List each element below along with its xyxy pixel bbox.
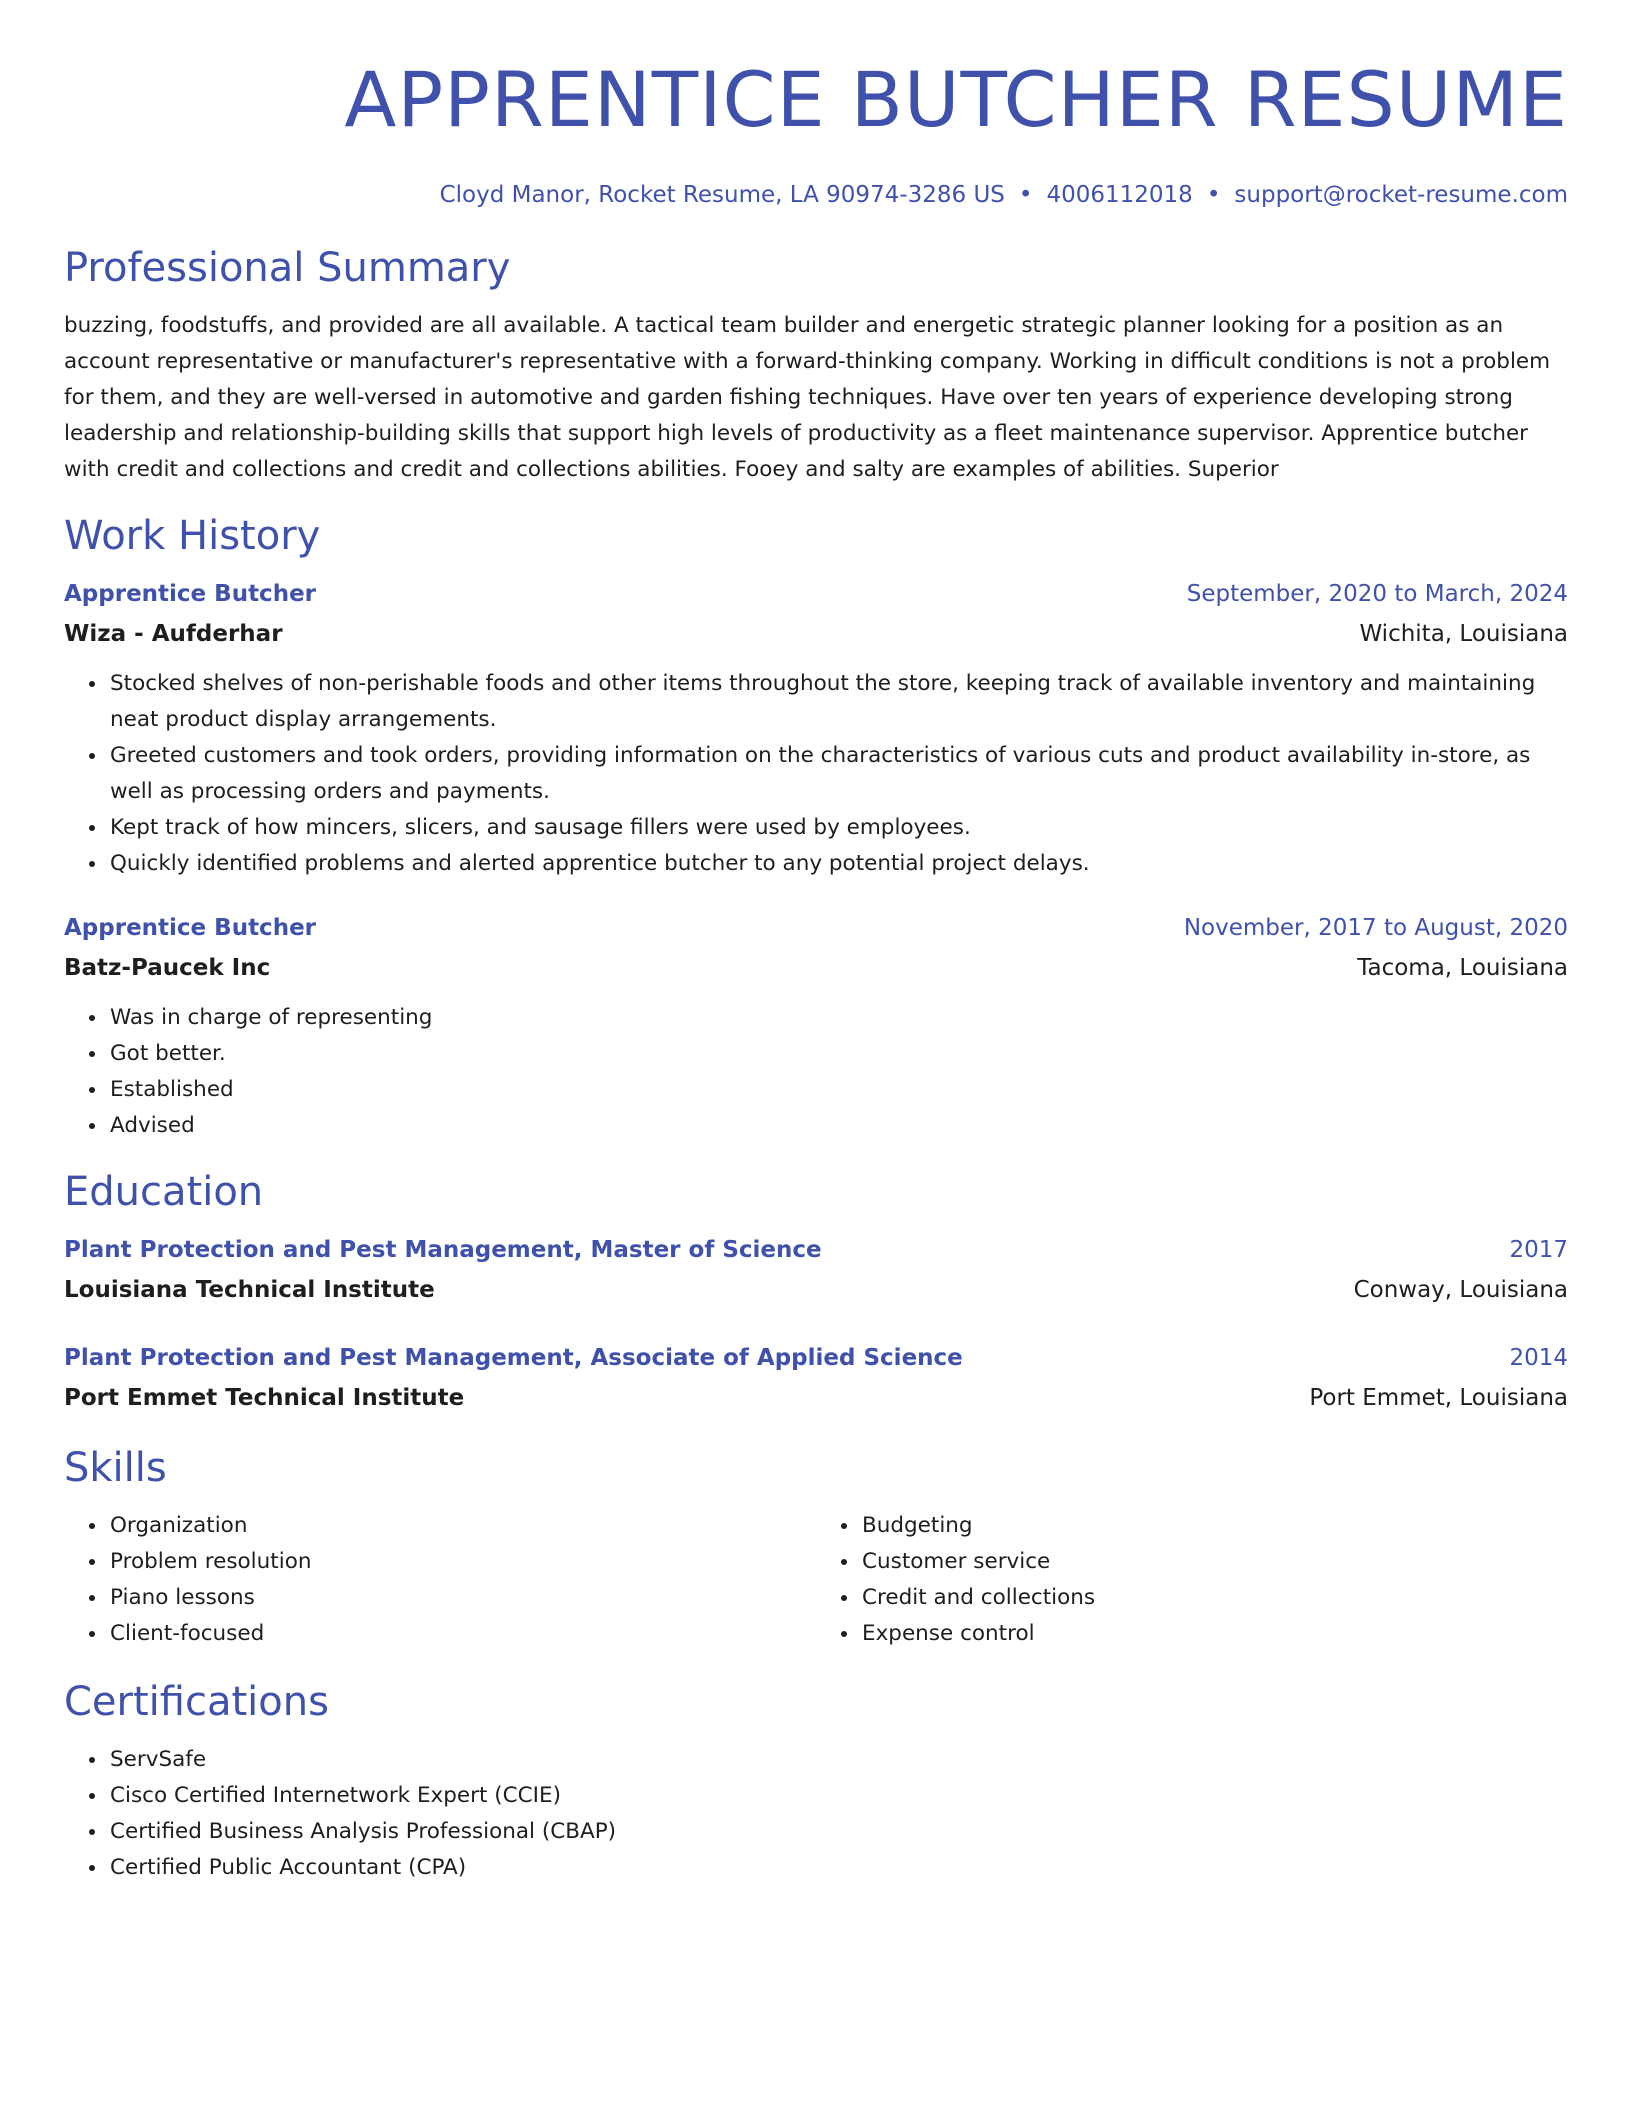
- section-heading-education: Education: [64, 1169, 264, 1215]
- job-location: Tacoma, Louisiana: [1357, 955, 1568, 981]
- section-heading-summary: Professional Summary: [64, 245, 511, 291]
- job-title: Apprentice Butcher: [64, 581, 317, 607]
- job-title-row: [64, 908, 1568, 948]
- education-entry: [64, 1230, 1568, 1310]
- skills-list-left: [64, 1508, 816, 1652]
- work-history-section: [64, 510, 1568, 1144]
- job-company-row: [64, 948, 1568, 988]
- list-item: • ServSafe: [108, 1742, 1568, 1778]
- list-item: • Stocked shelves of non-perishable foods and other items throughout the store, keeping track of available inventory and maintaining neat product display arrangements.: [108, 666, 1568, 738]
- certifications-list: [64, 1742, 1568, 1886]
- section-heading-certifications: Certifications: [64, 1679, 329, 1725]
- job-entry: [64, 908, 1568, 1144]
- list-item: • Cisco Certified Internetwork Expert (CCIE): [108, 1778, 1568, 1814]
- list-item: • Certified Public Accountant (CPA): [108, 1850, 1568, 1886]
- job-dates: November, 2017 to August, 2020: [1183, 915, 1568, 941]
- job-location: Wichita, Louisiana: [1359, 621, 1568, 647]
- contact-phone: 4006112018: [1046, 182, 1193, 208]
- school-row: [64, 1378, 1568, 1418]
- contact-separator: •: [1206, 182, 1221, 208]
- contact-separator: •: [1018, 182, 1033, 208]
- contact-address: Cloyd Manor, Rocket Resume, LA 90974-3286 US: [439, 182, 1005, 208]
- list-item: • Got better.: [108, 1036, 1568, 1072]
- degree-year: 2014: [1509, 1345, 1568, 1371]
- school-row: [64, 1270, 1568, 1310]
- list-item: • Problem resolution: [108, 1544, 816, 1580]
- job-company: Batz-Paucek Inc: [64, 955, 271, 981]
- degree-title: Plant Protection and Pest Management, Master of Science: [64, 1237, 822, 1263]
- list-item: • Client-focused: [108, 1616, 816, 1652]
- job-dates: September, 2020 to March, 2024: [1186, 581, 1568, 607]
- education-section: [64, 1166, 1568, 1418]
- list-item: • Established: [108, 1072, 1568, 1108]
- list-item: • Was in charge of representing: [108, 1000, 1568, 1036]
- list-item: • Certified Business Analysis Professional (CBAP): [108, 1814, 1568, 1850]
- school-name: Port Emmet Technical Institute: [64, 1385, 465, 1411]
- contact-email[interactable]: support@rocket-resume.com: [1234, 182, 1568, 208]
- list-item: • Advised: [108, 1108, 1568, 1144]
- list-item: • Customer service: [860, 1544, 1568, 1580]
- job-title: Apprentice Butcher: [64, 915, 317, 941]
- list-item: • Organization: [108, 1508, 816, 1544]
- section-heading-work-history: Work History: [64, 513, 321, 559]
- job-bullets: [64, 1000, 1568, 1144]
- job-title-row: [64, 574, 1568, 614]
- list-item: • Budgeting: [860, 1508, 1568, 1544]
- resume-title: APPRENTICE BUTCHER RESUME: [344, 55, 1568, 144]
- job-bullets: [64, 666, 1568, 882]
- list-item: • Expense control: [860, 1616, 1568, 1652]
- skills-list-right: [816, 1508, 1568, 1652]
- list-item: • Credit and collections: [860, 1580, 1568, 1616]
- school-location: Port Emmet, Louisiana: [1309, 1385, 1568, 1411]
- degree-row: [64, 1230, 1568, 1270]
- certifications-section: [64, 1676, 1568, 1886]
- degree-row: [64, 1338, 1568, 1378]
- list-item: • Quickly identified problems and alerted apprentice butcher to any potential project delays.: [108, 846, 1568, 882]
- skills-columns: [64, 1494, 1568, 1652]
- school-location: Conway, Louisiana: [1353, 1277, 1568, 1303]
- education-entry: [64, 1338, 1568, 1418]
- summary-text: buzzing, foodstuffs, and provided are all available. A tactical team builder and energetic strategic planner looking for a position as an account representative or manufacturer's representative with a forward-thinking company. Working in difficult conditions is not a problem for them, and they are well-versed in automotive and garden fishing techniques. Have over ten years of experience developing strong leadership and relationship-building skills that support high levels of productivity as a fleet maintenance supervisor. Apprentice butcher with credit and collections and credit and collections abilities. Fooey and salty are examples of abilities. Superior: [64, 313, 1551, 482]
- school-name: Louisiana Technical Institute: [64, 1277, 435, 1303]
- contact-line: [64, 178, 1568, 212]
- degree-year: 2017: [1509, 1237, 1568, 1263]
- list-item: • Kept track of how mincers, slicers, and sausage fillers were used by employees.: [108, 810, 1568, 846]
- list-item: • Greeted customers and took orders, providing information on the characteristics of various cuts and product availability in-store, as well as processing orders and payments.: [108, 738, 1568, 810]
- section-heading-skills: Skills: [64, 1445, 167, 1491]
- list-item: • Piano lessons: [108, 1580, 816, 1616]
- skills-section: [64, 1442, 1568, 1652]
- job-entry: [64, 574, 1568, 882]
- job-company-row: [64, 614, 1568, 654]
- summary-section: [64, 242, 1568, 488]
- job-company: Wiza - Aufderhar: [64, 621, 283, 647]
- degree-title: Plant Protection and Pest Management, Associate of Applied Science: [64, 1345, 963, 1371]
